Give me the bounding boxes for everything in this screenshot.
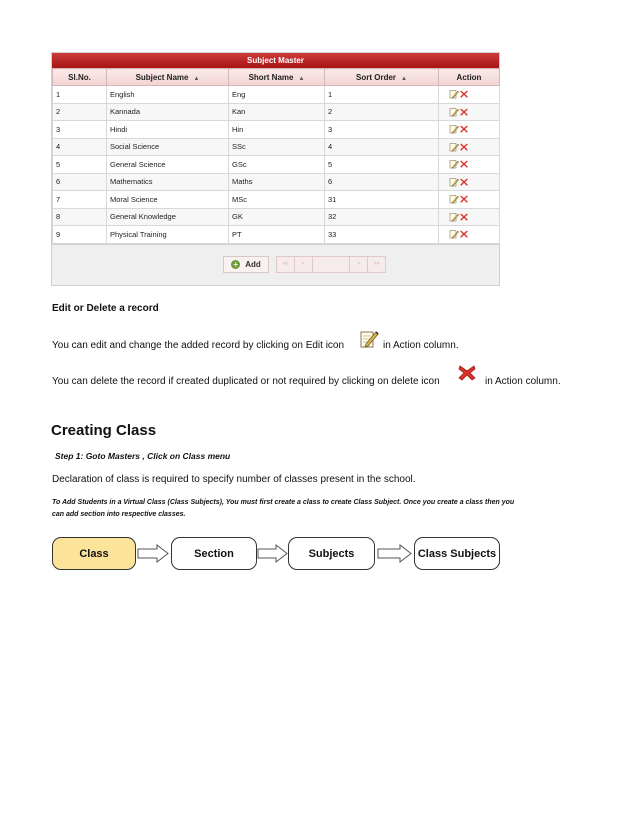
pager-page-input[interactable] (313, 257, 350, 272)
sort-icon[interactable]: ▲︎ (298, 75, 305, 82)
delete-icon[interactable] (459, 177, 469, 187)
col-header-short-name[interactable]: Short Name ▲︎ (229, 69, 325, 86)
cell-action (439, 121, 500, 139)
cell-slno: 7 (53, 191, 107, 209)
add-plus-icon: + (231, 260, 240, 269)
edit-text-after: in Action column. (383, 340, 459, 351)
cell-action (439, 191, 500, 209)
edit-icon[interactable] (449, 212, 459, 222)
cell-short-name: Kan (229, 103, 325, 121)
cell-subject-name: Mathematics (107, 173, 229, 191)
pager-first[interactable]: << (277, 257, 295, 272)
pager-next[interactable]: > (350, 257, 368, 272)
flow-step-subjects: Subjects (288, 537, 375, 570)
sort-icon[interactable]: ▲︎ (401, 75, 407, 82)
edit-icon[interactable] (449, 142, 459, 152)
cell-subject-name: Social Science (107, 138, 229, 156)
edit-icon (359, 329, 379, 349)
edit-icon[interactable] (449, 89, 459, 99)
cell-slno: 5 (53, 156, 107, 174)
table-row[interactable] (53, 226, 500, 244)
cell-subject-name: Kannada (107, 103, 229, 121)
cell-short-name: Maths (229, 173, 325, 191)
pager-last[interactable]: >> (373, 260, 380, 267)
table-row[interactable] (53, 121, 500, 139)
cell-subject-name: General Science (107, 156, 229, 174)
cell-sort-order: 4 (325, 138, 439, 156)
edit-text: You can edit and change the added record by clicking on Edit icon (52, 340, 345, 351)
edit-delete-heading: Edit or Delete a record (52, 303, 159, 314)
col-header-subject-name[interactable]: Subject Name ▲︎ (107, 69, 229, 86)
edit-icon[interactable] (449, 124, 459, 134)
pager-prev[interactable]: < (295, 257, 313, 272)
edit-icon[interactable] (449, 159, 459, 169)
delete-icon (456, 363, 478, 383)
note-line-2: can add section into respective classes. (52, 511, 186, 518)
cell-action (439, 86, 500, 104)
col-header-slno: Sl.No. (53, 69, 107, 86)
cell-slno: 8 (53, 208, 107, 226)
cell-short-name: Eng (229, 86, 325, 104)
edit-icon[interactable] (449, 177, 459, 187)
delete-icon[interactable] (459, 194, 469, 204)
subject-master-grid (51, 52, 500, 286)
flow-step-section: Section (171, 537, 257, 570)
cell-sort-order: 2 (325, 103, 439, 121)
cell-sort-order: 5 (325, 156, 439, 174)
cell-action (439, 138, 500, 156)
table-row[interactable] (53, 173, 500, 191)
delete-icon[interactable] (459, 107, 469, 117)
subject-table (52, 68, 500, 244)
sort-icon[interactable]: ▲︎ (193, 75, 200, 82)
pagination (276, 256, 386, 273)
cell-slno: 4 (53, 138, 107, 156)
table-row[interactable] (53, 208, 500, 226)
cell-action (439, 103, 500, 121)
creating-class-heading: Creating Class (51, 422, 157, 439)
flow-step-class: Class (52, 537, 136, 570)
add-button[interactable]: + Add (223, 256, 269, 273)
table-row[interactable] (53, 156, 500, 174)
cell-short-name: PT (229, 226, 325, 244)
class-description: Declaration of class is required to specify number of classes present in the school. (52, 474, 416, 485)
cell-slno: 9 (53, 226, 107, 244)
flow-arrow-icon (377, 544, 413, 563)
delete-text-after: in Action column. (485, 376, 561, 387)
cell-subject-name: General Knowledge (107, 208, 229, 226)
cell-sort-order: 3 (325, 121, 439, 139)
delete-icon[interactable] (459, 142, 469, 152)
cell-sort-order: 31 (325, 191, 439, 209)
delete-icon[interactable] (459, 212, 469, 222)
table-row[interactable] (53, 86, 500, 104)
delete-icon[interactable] (459, 124, 469, 134)
cell-sort-order: 33 (325, 226, 439, 244)
cell-slno: 3 (53, 121, 107, 139)
step-1-text: Step 1: Goto Masters , Click on Class menu (55, 451, 231, 461)
grid-footer (52, 244, 499, 285)
delete-icon[interactable] (459, 159, 469, 169)
table-row[interactable] (53, 191, 500, 209)
note-line-1: To Add Students in a Virtual Class (Class Subjects), You must first create a class to create Class Subject. Once you create a class then you (52, 499, 515, 506)
table-row[interactable] (53, 103, 500, 121)
cell-short-name: GK (229, 208, 325, 226)
edit-icon[interactable] (449, 107, 459, 117)
cell-action (439, 208, 500, 226)
delete-icon[interactable] (459, 89, 469, 99)
cell-subject-name: Moral Science (107, 191, 229, 209)
cell-subject-name: Physical Training (107, 226, 229, 244)
cell-sort-order: 6 (325, 173, 439, 191)
col-header-action: Action (439, 69, 500, 86)
flow-arrow-icon (257, 544, 289, 563)
cell-short-name: Hin (229, 121, 325, 139)
edit-icon[interactable] (449, 229, 459, 239)
cell-short-name: GSc (229, 156, 325, 174)
cell-subject-name: Hindi (107, 121, 229, 139)
cell-slno: 6 (53, 173, 107, 191)
cell-short-name: SSc (229, 138, 325, 156)
cell-action (439, 226, 500, 244)
delete-icon[interactable] (459, 229, 469, 239)
cell-sort-order: 32 (325, 208, 439, 226)
cell-subject-name: English (107, 86, 229, 104)
grid-title: Subject Master (52, 53, 499, 68)
flow-arrow-icon (137, 544, 170, 563)
delete-text: You can delete the record if created duplicated or not required by clicking on delete icon (52, 376, 440, 387)
edit-icon[interactable] (449, 194, 459, 204)
cell-slno: 2 (53, 103, 107, 121)
flow-step-class-subjects: Class Subjects (414, 537, 500, 570)
cell-sort-order: 1 (325, 86, 439, 104)
table-row[interactable] (53, 138, 500, 156)
col-header-sort-order[interactable]: Sort Order ▲︎ (325, 69, 439, 86)
cell-slno: 1 (53, 86, 107, 104)
cell-short-name: MSc (229, 191, 325, 209)
cell-action (439, 173, 500, 191)
table-header-row (53, 69, 500, 86)
cell-action (439, 156, 500, 174)
